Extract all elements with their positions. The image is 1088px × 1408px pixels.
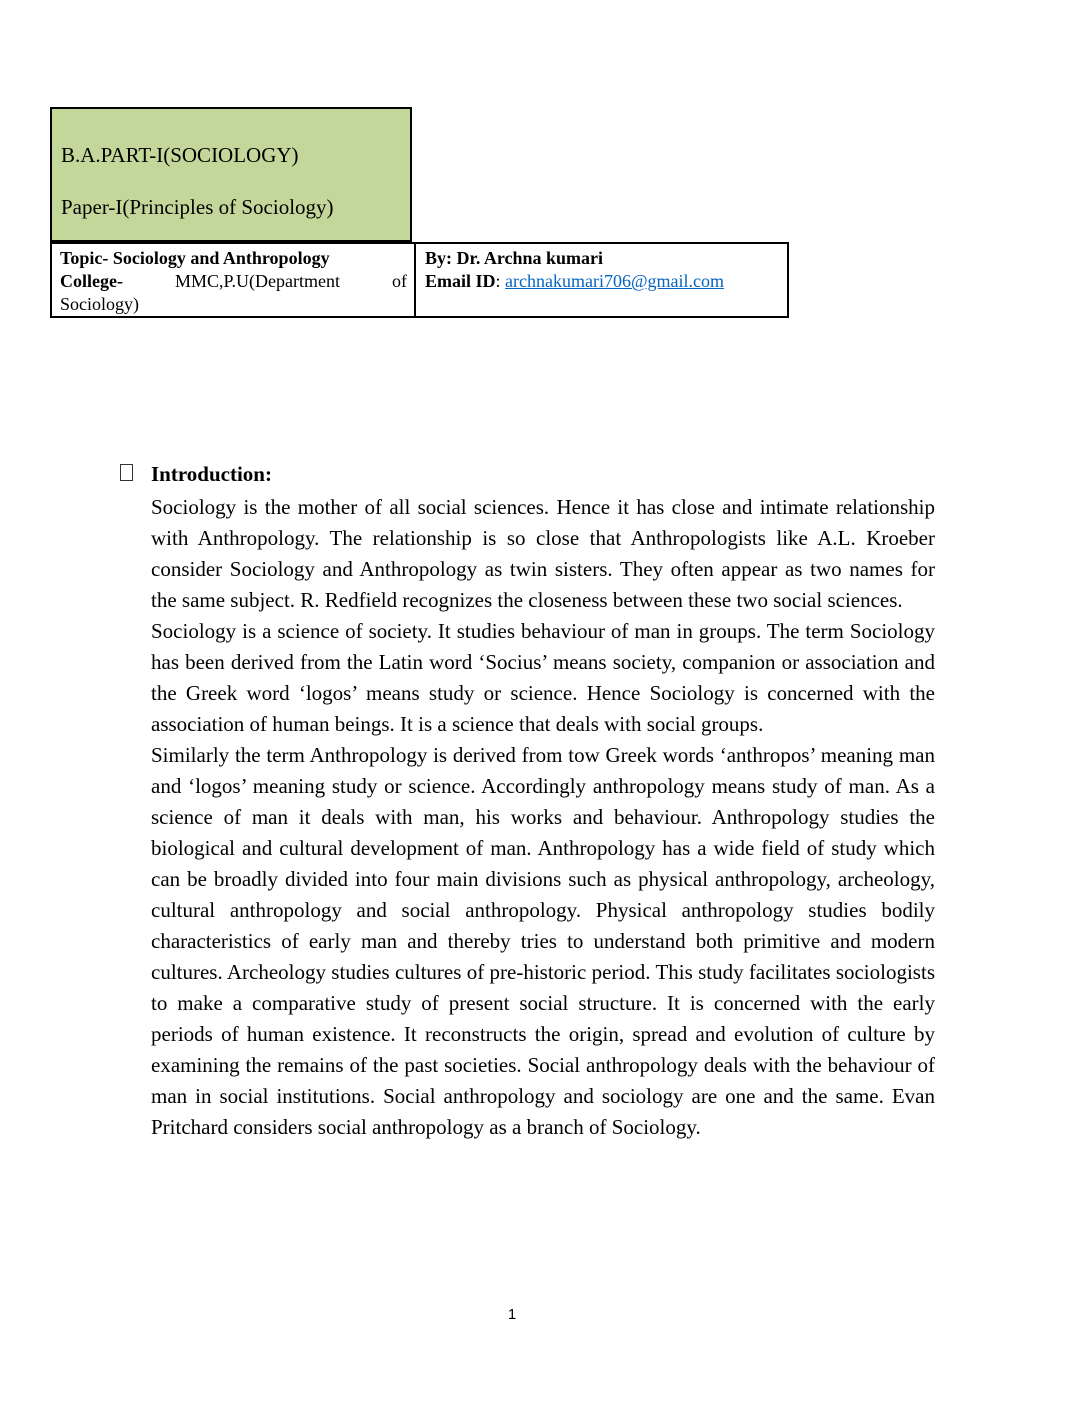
email-separator: :: [495, 271, 501, 291]
college-label: College-: [60, 271, 123, 291]
info-table: [50, 242, 789, 318]
paragraph: Sociology is a science of society. It studies behaviour of man in groups. The term Sociology has been derived from the Latin word ‘Socius’ means society, companion or association and the Greek word ‘logos’ means study or science. Hence Sociology is concerned with the association of human beings. It is a science that deals with social groups.: [151, 619, 935, 736]
email-link[interactable]: archnakumari706@gmail.com: [505, 271, 725, 291]
author-label: By: Dr. Archna kumari: [425, 248, 604, 268]
topic-label: Topic- Sociology and Anthropology: [60, 248, 330, 268]
email-line: [425, 270, 779, 293]
paragraph: Sociology is the mother of all social sciences. Hence it has close and intimate relationship with Anthropology. The relationship is so close that Anthropologists like A.L. Kroeber consider Sociology and Anthropology as twin sisters. They often appear as two names for the same subject. R. Redfield recognizes the closeness between these two social sciences.: [151, 495, 935, 612]
section-heading: Introduction:: [151, 462, 272, 486]
info-right-cell: [416, 244, 787, 316]
college-value: MMC,P.U(Department of: [175, 271, 407, 291]
course-title: B.A.PART-I(SOCIOLOGY): [61, 143, 299, 167]
college-value-continued: Sociology): [60, 294, 139, 314]
email-label: Email ID: [425, 271, 496, 291]
paragraph: Similarly the term Anthropology is derived from tow Greek words ‘anthropos’ meaning man and ‘logos’ meaning study or science. Accordingly anthropology means study of man. As a science of man it deals with man, his works and behaviour. Anthropology studies the biological and cultural development of man. Anthropology has a wide field of study which can be broadly divided into four main divisions such as physical anthropology, archeology, cultural anthropology and social anthropology. Physical anthropology studies bodily characteristics of early man and thereby tries to understand both primitive and modern cultures. Archeology studies cultures of pre-historic period. This study facilitates sociologists to make a comparative study of present social structure. It is concerned with the early periods of human existence. It reconstructs the origin, spread and evolution of culture by examining the remains of the past societies. Social anthropology deals with the behaviour of man in social institutions. Social anthropology and sociology are one and the same. Evan Pritchard considers social anthropology as a branch of Sociology.: [151, 743, 935, 1139]
page-number: 1: [507, 1306, 517, 1323]
info-left-cell: [52, 244, 416, 316]
body-text: [151, 492, 935, 1143]
college-line: [60, 270, 407, 293]
bullet-box-icon: [120, 464, 133, 481]
course-title-box: [50, 107, 412, 242]
paper-title: Paper-I(Principles of Sociology): [61, 195, 334, 219]
